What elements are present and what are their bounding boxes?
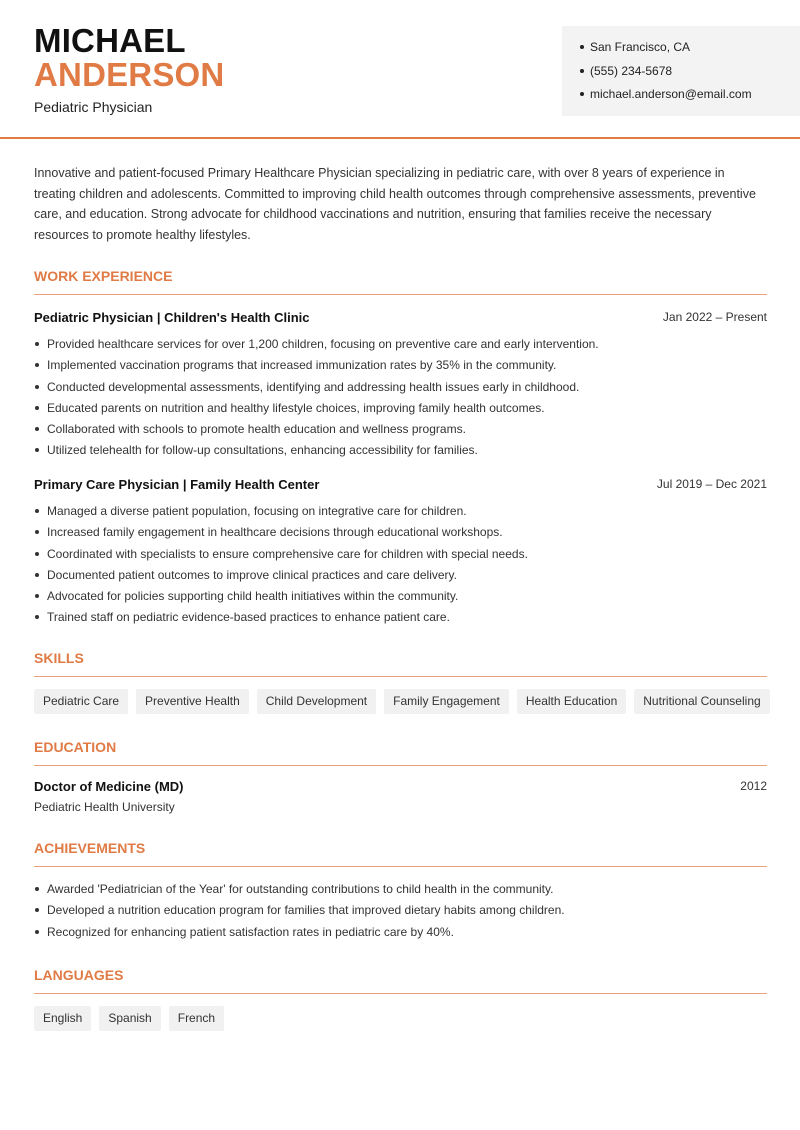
skill-tag: Nutritional Counseling — [634, 689, 769, 714]
contact-box — [562, 26, 800, 116]
job-bullets — [34, 336, 767, 464]
resume-header — [0, 0, 800, 139]
skill-tag: Preventive Health — [136, 689, 249, 714]
language-tag: French — [169, 1006, 224, 1031]
list-item: Documented patient outcomes to improve clinical practices and care delivery. — [34, 567, 767, 588]
list-item: Coordinated with specialists to ensure comprehensive care for children with special needs. — [34, 546, 767, 567]
education-degree: Doctor of Medicine (MD) — [34, 779, 184, 794]
skill-tag: Child Development — [257, 689, 376, 714]
section-title-education: EDUCATION — [34, 739, 767, 766]
list-item: Increased family engagement in healthcare decisions through educational workshops. — [34, 524, 767, 545]
job-role: Pediatric Physician — [34, 99, 153, 115]
section-title-skills: SKILLS — [34, 650, 767, 677]
full-name — [34, 24, 224, 92]
job-title: Primary Care Physician | Family Health Center — [34, 477, 320, 492]
section-title-work: WORK EXPERIENCE — [34, 268, 767, 295]
list-item: Utilized telehealth for follow-up consultations, enhancing accessibility for families. — [34, 442, 767, 463]
list-item: Trained staff on pediatric evidence-based practices to enhance patient care. — [34, 609, 767, 630]
job-bullets — [34, 503, 767, 631]
list-item: Conducted developmental assessments, identifying and addressing health issues early in childhood. — [34, 379, 767, 400]
contact-list — [580, 39, 752, 110]
list-item: Implemented vaccination programs that increased immunization rates by 35% in the community. — [34, 357, 767, 378]
list-item: Managed a diverse patient population, focusing on integrative care for children. — [34, 503, 767, 524]
last-name: ANDERSON — [34, 56, 225, 93]
education-school: Pediatric Health University — [34, 800, 175, 814]
list-item: Provided healthcare services for over 1,200 children, focusing on preventive care and early intervention. — [34, 336, 767, 357]
languages-list — [34, 1006, 774, 1031]
list-item: Collaborated with schools to promote health education and wellness programs. — [34, 421, 767, 442]
language-tag: Spanish — [99, 1006, 160, 1031]
section-title-achievements: ACHIEVEMENTS — [34, 840, 767, 867]
language-tag: English — [34, 1006, 91, 1031]
job-date: Jan 2022 – Present — [662, 310, 767, 324]
list-item: Awarded 'Pediatrician of the Year' for outstanding contributions to child health in the community. — [34, 881, 767, 902]
first-name: MICHAEL — [34, 22, 186, 59]
education-year: 2012 — [740, 779, 767, 793]
list-item: Educated parents on nutrition and healthy lifestyle choices, improving family health outcomes. — [34, 400, 767, 421]
skills-list — [34, 689, 774, 714]
job-title: Pediatric Physician | Children's Health Clinic — [34, 310, 310, 325]
job-header — [34, 310, 767, 328]
skill-tag: Pediatric Care — [34, 689, 128, 714]
skill-tag: Health Education — [517, 689, 626, 714]
list-item: Developed a nutrition education program for families that improved dietary habits among children. — [34, 902, 767, 923]
job-header — [34, 477, 767, 495]
profile-summary: Innovative and patient-focused Primary Healthcare Physician specializing in pediatric care, with over 8 years of experience in treating children and adolescents. Committed to improving child health outcomes through comprehensive assessments, preventive care, and education. Strong advocate for childhood vaccinations and nutrition, ensuring that families receive the necessary resources to promote healthy lifestyles. — [34, 166, 756, 243]
contact-location: San Francisco, CA — [580, 39, 752, 63]
contact-email[interactable]: michael.anderson@email.com — [580, 86, 752, 110]
contact-phone: (555) 234-5678 — [580, 63, 752, 87]
achievements-list — [34, 881, 767, 945]
skill-tag: Family Engagement — [384, 689, 509, 714]
job-date: Jul 2019 – Dec 2021 — [656, 477, 767, 491]
list-item: Recognized for enhancing patient satisfaction rates in pediatric care by 40%. — [34, 924, 767, 945]
list-item: Advocated for policies supporting child health initiatives within the community. — [34, 588, 767, 609]
section-title-languages: LANGUAGES — [34, 967, 767, 994]
